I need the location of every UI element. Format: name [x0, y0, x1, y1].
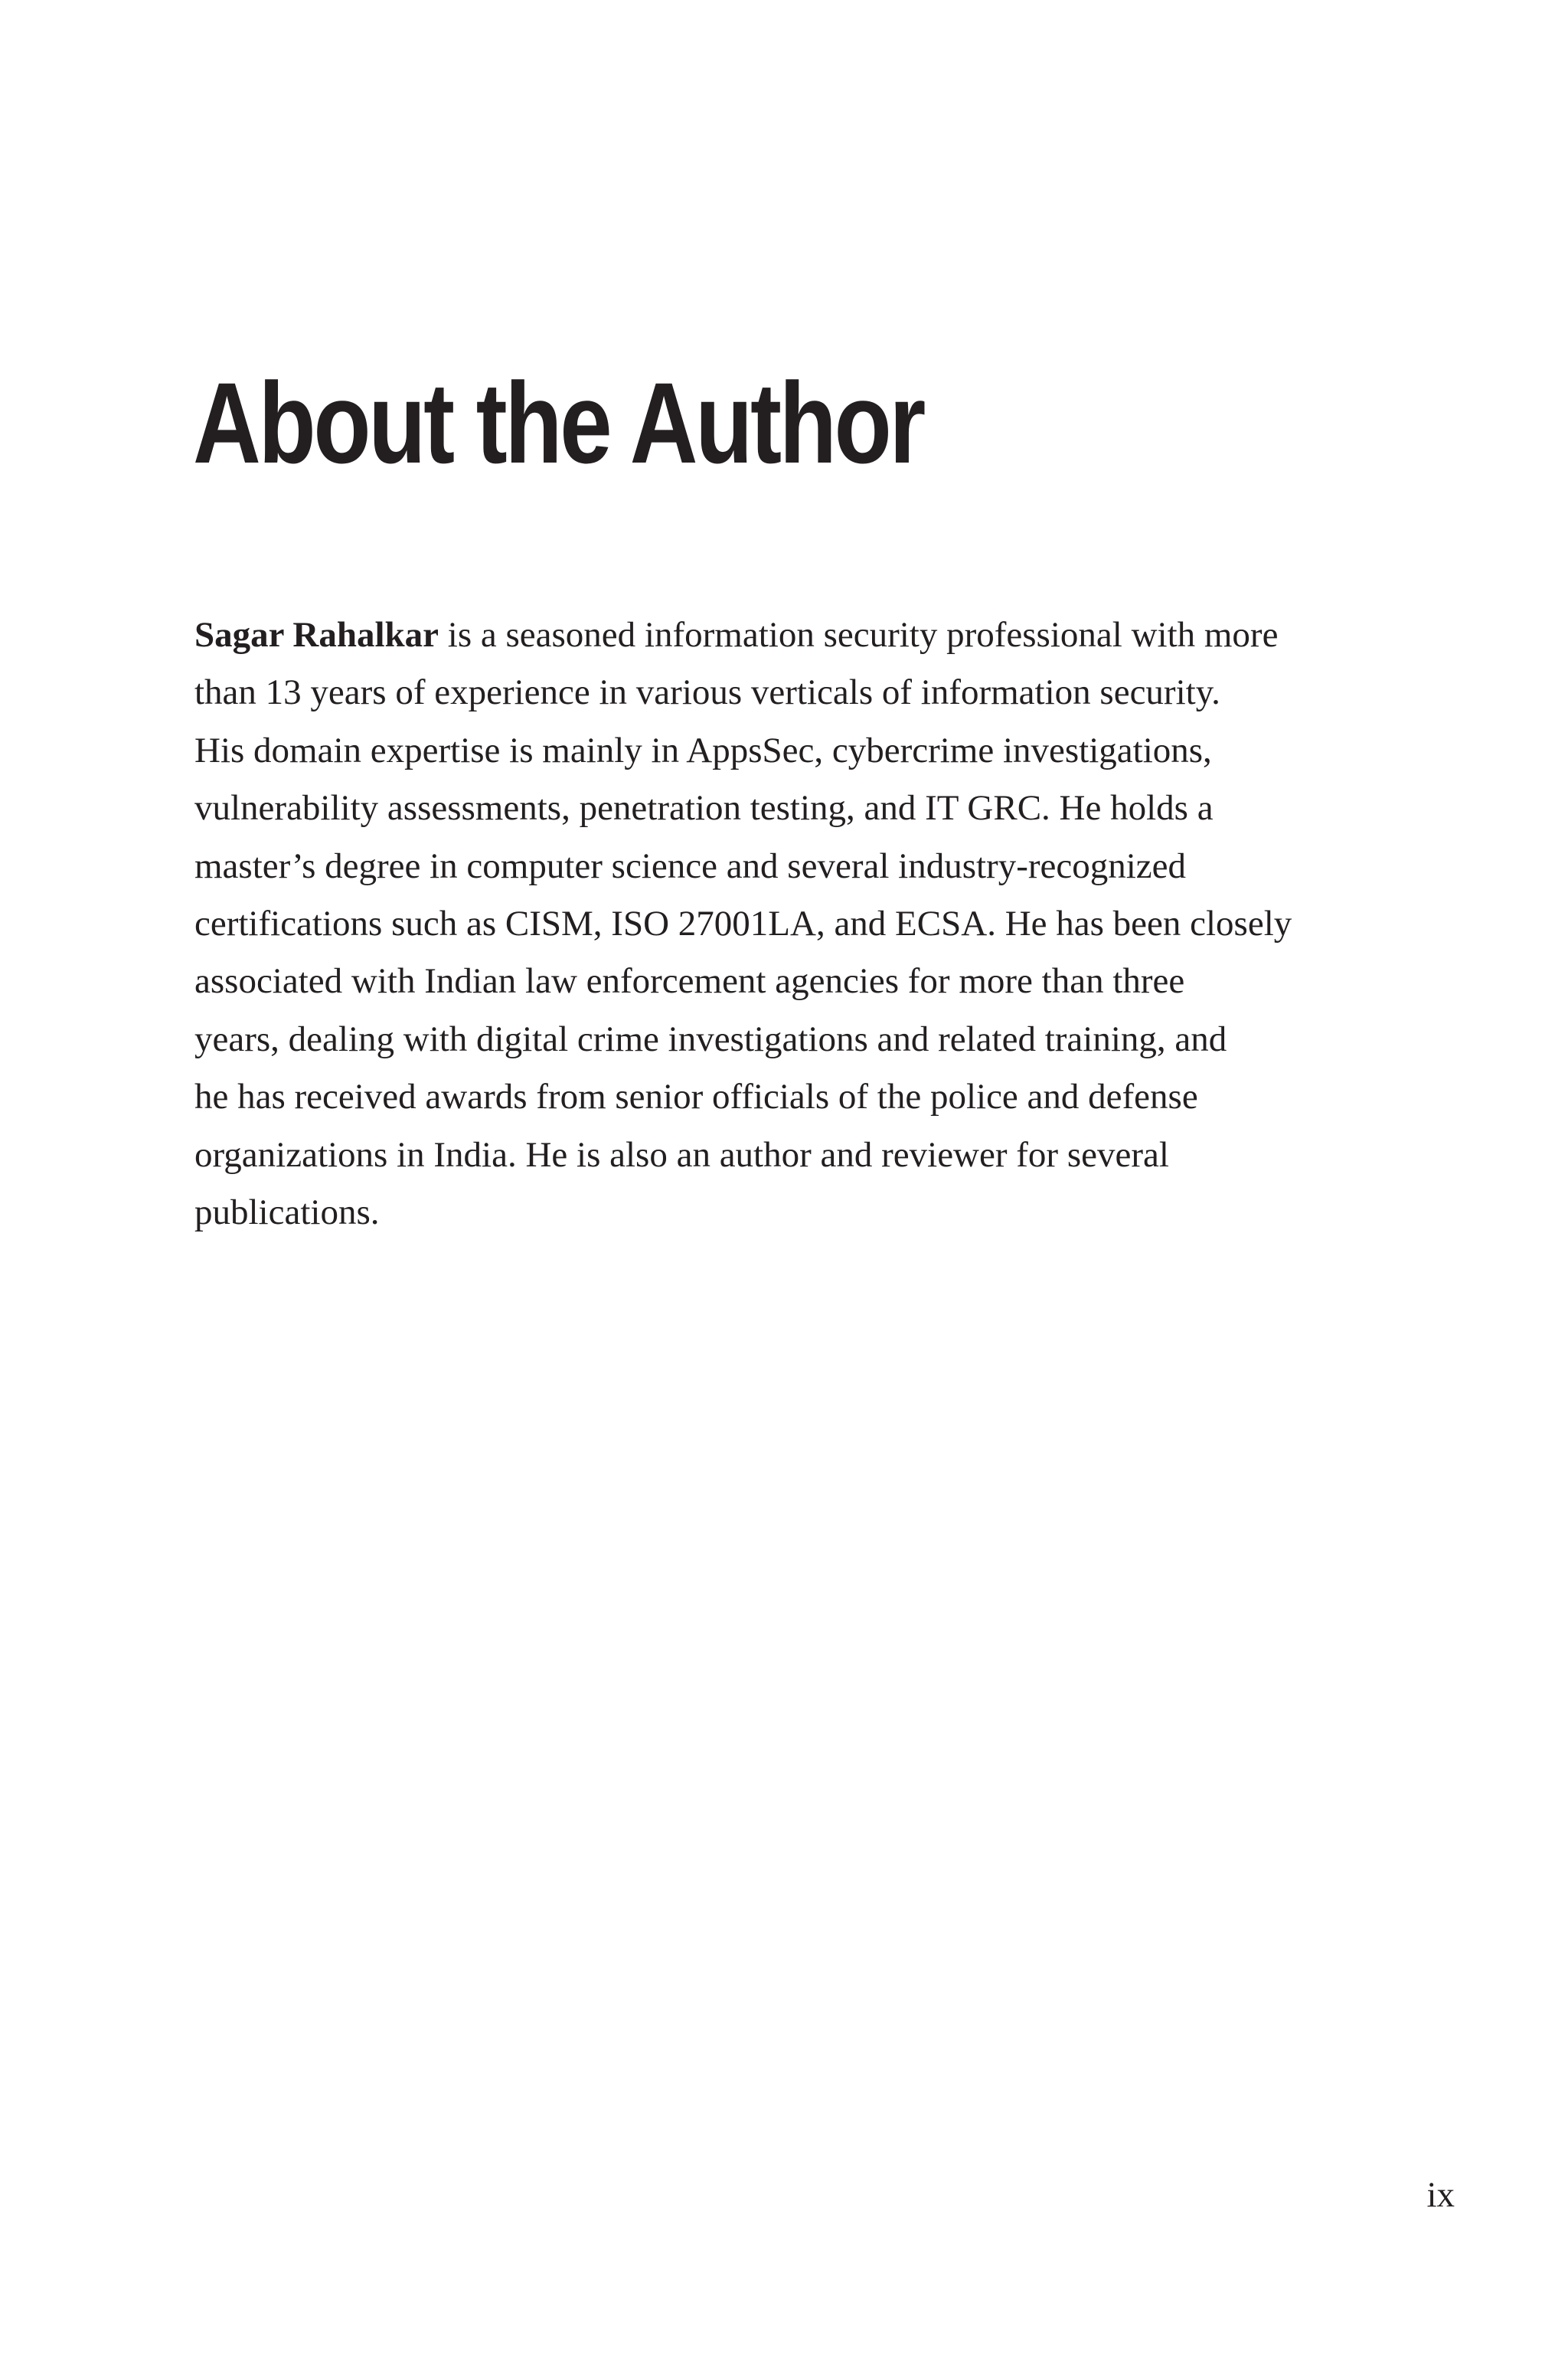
- bio-line: publications.: [194, 1192, 380, 1233]
- bio-line-text: is a seasoned information security professional with more: [439, 615, 1279, 655]
- bio-line: than 13 years of experience in various verticals of information security.: [194, 672, 1220, 713]
- page-number: ix: [1426, 2175, 1455, 2215]
- bio-line: organizations in India. He is also an author and reviewer for several: [194, 1134, 1169, 1175]
- bio-line: [194, 607, 1292, 664]
- page-title: About the Author: [193, 358, 924, 487]
- bio-line: certifications such as CISM, ISO 27001LA, and ECSA. He has been closely: [194, 904, 1292, 944]
- author-name: Sagar Rahalkar: [194, 615, 439, 655]
- bio-line: His domain expertise is mainly in AppsSec, cybercrime investigations,: [194, 730, 1212, 770]
- bio-line: he has received awards from senior officials of the police and defense: [194, 1077, 1198, 1117]
- bio-line: master’s degree in computer science and several industry-recognized: [194, 846, 1187, 886]
- bio-line: years, dealing with digital crime investigations and related training, and: [194, 1019, 1227, 1059]
- bio-line: vulnerability assessments, penetration testing, and IT GRC. He holds a: [194, 788, 1214, 829]
- bio-line: associated with Indian law enforcement agencies for more than three: [194, 961, 1185, 1002]
- author-bio: [194, 607, 1292, 1241]
